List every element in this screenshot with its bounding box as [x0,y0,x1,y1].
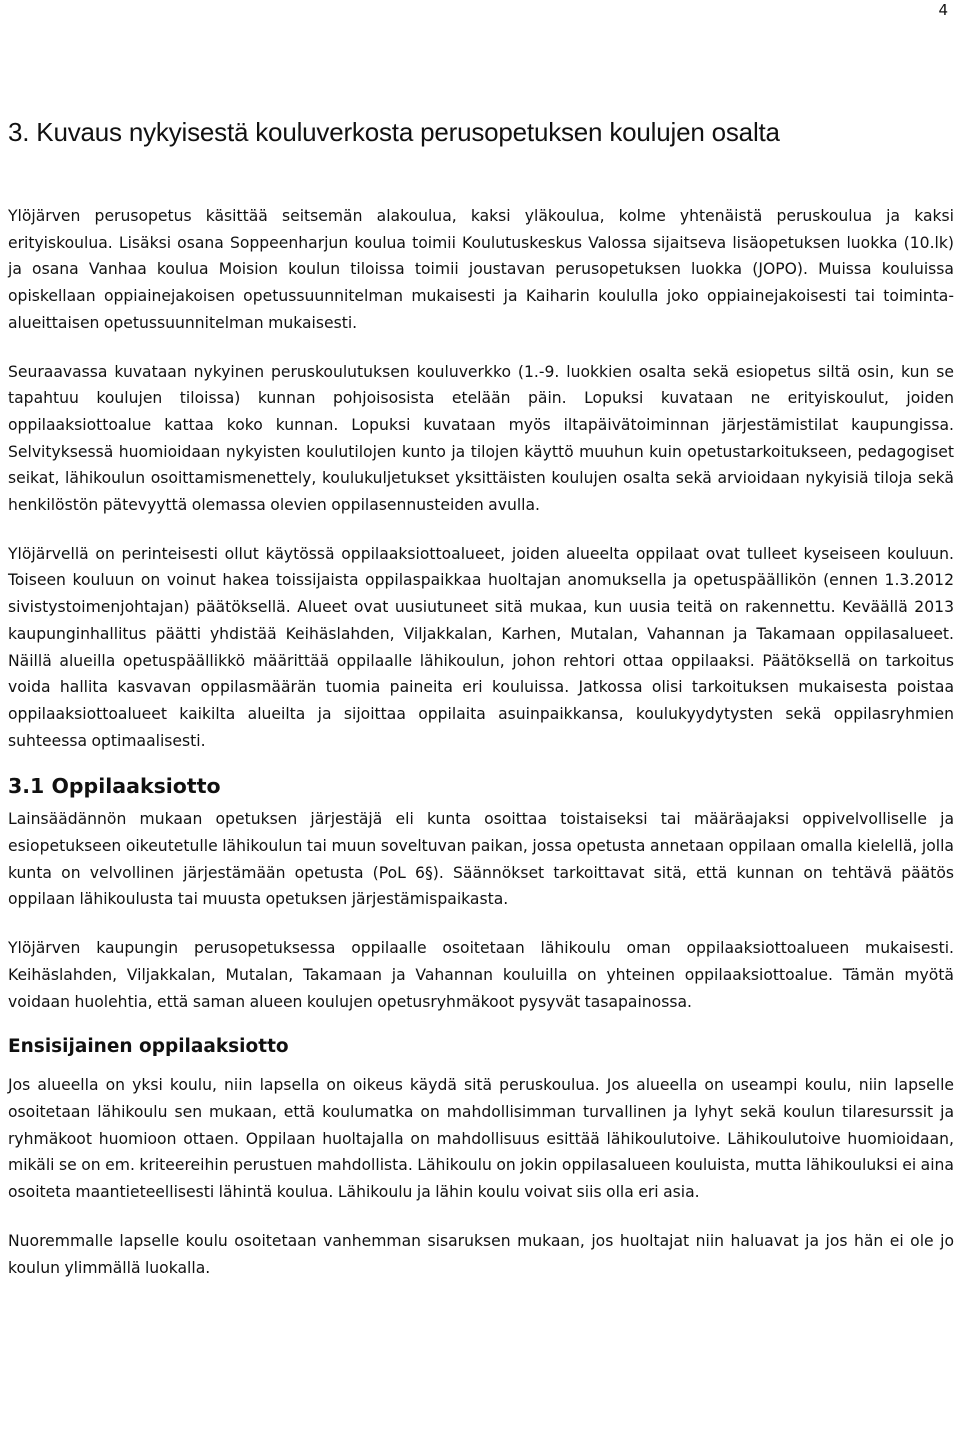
sub-heading-ensisijainen: Ensisijainen oppilaaksiotto [8,1036,289,1058]
intro-paragraph-3: Ylöjärvellä on perinteisesti ollut käytössä oppilaaksiottoalueet, joiden alueelta oppilaat ovat tulleet kyseiseen kouluun. Toiseen kouluun on voinut hakea toissijaista oppilaspaikkaa huoltajan anomuksella ja opetuspäällikön (ennen 1.3.2012 sivistystoimenjohtajan) päätöksellä. Alueet ovat uusiutuneet sitä mukaa, kun uusia teitä on rakennettu. Keväällä 2013 kaupunginhallitus päätti yhdistää Keihäslahden, Viljakkalan, Karhen, Mutalan, Vahannan ja Takamaan oppilasalueet. Näillä alueilla opetuspäällikkö määrittää oppilaalle lähikoulun, johon rehtori ottaa oppilaaksi. Päätöksellä on tarkoitus voida hallita kasvavan oppilasmäärän tuomia paineita eri kouluissa. Jatkossa olisi tarkoituksen mukaisesta poistaa oppilaaksiottoalueet kaikilta alueilta ja sijoittaa oppilaita asuinpaikkansa, koulukyydytysten sekä oppilasryhmien suhteessa optimaalisesti. [8,544,954,750]
page-number: 4 [938,1,948,19]
section-paragraph-2: Ylöjärven kaupungin perusopetuksessa oppilaalle osoitetaan lähikoulu oman oppilaaksiottoalueen mukaisesti. Keihäslahden, Viljakkalan, Mutalan, Takamaan ja Vahannan kouluilla on yhteinen oppilaaksiottoalue. Tämän myötä voidaan huolehtia, että saman alueen koulujen opetusryhmäkoot pysyvät tasapainossa. [8,939,954,1011]
intro-paragraph-2: Seuraavassa kuvataan nykyinen peruskoulutuksen kouluverkko (1.-9. luokkien osalta sekä esiopetus siltä osin, kun se tapahtuu koulujen tiloissa) kunnan pohjoisosista etelään päin. Lopuksi kuvataan ne erityiskoulut, joiden oppilaaksiottoalue kattaa koko kunnan. Lopuksi kuvataan myös iltapäivätoiminnan järjestämistilat kaupungissa. Selvityksessä huomioidaan nykyisten koulutilojen kunto ja tilojen käyttö muuhun kuin opetustarkoitukseen, pedagogiset seikat, lähikoulun osoittamismenettely, koulukuljetukset yksittäisten koulujen osalta sekä arvioidaan nykyisiä tiloja sekä henkilöstön pätevyyttä olemassa olevien oppilasennusteiden avulla. [8,362,954,515]
chapter-title: 3. Kuvaus nykyisestä kouluverkosta perusopetuksen koulujen osalta [8,117,780,147]
section-heading-oppilaaksiotto: 3.1 Oppilaaksiotto [8,774,221,799]
intro-paragraph-1: Ylöjärven perusopetus käsittää seitsemän alakoulua, kaksi yläkoulua, kolme yhtenäistä peruskoulua ja kaksi erityiskoulua. Lisäksi osana Soppeenharjun koulua toimii Koulutuskeskus Valossa sijaitseva lisäopetuksen luokka (10.lk) ja osana Vanhaa koulua Moision koulun tiloissa toimii joustavan perusopetuksen luokka (JOPO). Muissa kouluissa opiskellaan oppiainejakoisen opetussuunnitelman mukaisesti ja Kaiharin koululla joko oppiainejakoisesti tai toiminta-alueittaisen opetussuunnitelman mukaisesti. [8,207,954,332]
sub-paragraph-2: Nuoremmalle lapselle koulu osoitetaan vanhemman sisaruksen mukaan, jos huoltajat niin haluavat ja jos hän ei ole jo koulun ylimmällä luokalla. [8,1231,954,1277]
section-paragraph-1: Lainsäädännön mukaan opetuksen järjestäjä eli kunta osoittaa toistaiseksi tai määräajaksi oppivelvolliselle ja esiopetukseen oikeutetulle lähikoulun tai muun soveltuvan paikan, jossa opetusta annetaan oppilaan omalla kielellä, jolla kunta on velvollinen järjestämään opetusta (PoL 6§). Säännökset tarkoittavat sitä, että kunnan on tehtävä päätös oppilaan lähikoulusta tai muusta opetuksen järjestämispaikasta. [8,810,954,909]
sub-paragraph-1: Jos alueella on yksi koulu, niin lapsella on oikeus käydä sitä peruskoulua. Jos alueella on useampi koulu, niin lapselle osoitetaan lähikoulu sen mukaan, että koulumatka on mahdollisimman turvallinen ja lyhyt sekä koulun tilaresurssit ja ryhmäkoot huomioon ottaen. Oppilaan huoltajalla on mahdollisuus esittää lähikoulutoive. Lähikoulutoive huomioidaan, mikäli se on em. kriteereihin perustuen mahdollista. Lähikoulu on jokin oppilasalueen kouluista, mutta lähikouluksi ei aina osoiteta maantieteellisesti lähintä koulua. Lähikoulu ja lähin koulu voivat siis olla eri asia. [8,1076,954,1202]
document-body [8,203,954,1281]
